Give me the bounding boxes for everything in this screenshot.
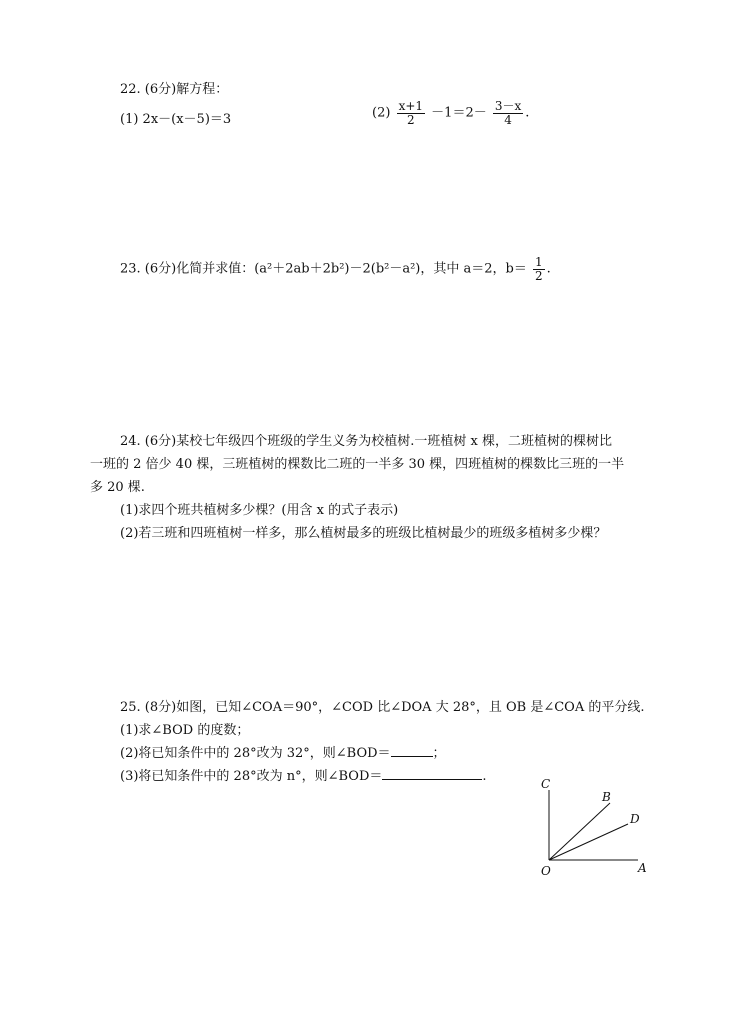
q22-fraction-1-numerator: x+1 (398, 99, 424, 113)
q25-subquestion-2-text: (2)将已知条件中的 28°改为 32°，则∠BOD＝ (120, 746, 391, 761)
angle-figure (530, 772, 660, 882)
q22-fraction-2 (493, 100, 523, 126)
q23-fraction (533, 256, 545, 282)
q22-header: 22. (6分)解方程： (120, 82, 229, 97)
q22-fraction-1-denominator: 2 (406, 112, 415, 127)
q22-part2-middle: －1＝2－ (431, 105, 487, 121)
q24-line2: 一班的 2 倍少 40 棵，三班植树的棵数比二班的一半多 30 棵，四班植树的棵数比三班的一半 (90, 457, 625, 472)
q22-part2-prefix: (2) (372, 105, 391, 121)
ray-OD (549, 824, 628, 860)
q23 (120, 256, 551, 282)
q25-answer-blank-2[interactable] (391, 744, 433, 757)
q25-subquestion-1: (1)求∠BOD 的度数； (120, 723, 250, 738)
q24-subquestion-1: (1)求四个班共植树多少棵？(用含 x 的式子表示) (120, 503, 399, 518)
q25-subquestion-2 (120, 742, 446, 761)
q22-part2 (372, 100, 529, 126)
q22-fraction-2-numerator: 3－x (494, 99, 522, 113)
q23-fraction-denominator: 2 (535, 268, 543, 283)
q24-line1: 24. (6分)某校七年级四个班级的学生义务为校植树.一班植树 x 棵，二班植树的棵树比 (120, 434, 612, 449)
q25-answer-blank-3[interactable] (382, 767, 482, 780)
q25-subquestion-3-end: . (482, 769, 487, 784)
q25-subquestion-2-end: ； (432, 746, 446, 761)
q24-subquestion-2: (2)若三班和四班植树一样多，那么植树最多的班级比植树最少的班级多植树多少棵？ (120, 526, 607, 541)
label-B: B (602, 790, 611, 804)
label-O: O (541, 864, 551, 878)
q23-end: . (546, 261, 551, 277)
q24-line3: 多 20 棵. (90, 480, 145, 495)
q25-line1: 25. (8分)如图，已知∠COA＝90°，∠COD 比∠DOA 大 28°，且 OB 是∠COA 的平分线. (120, 700, 645, 715)
q25-subquestion-3 (120, 765, 487, 784)
q22-part1: (1) 2x－(x－5)＝3 (120, 112, 232, 127)
label-A: A (638, 861, 647, 875)
q22-part2-end: . (525, 105, 530, 121)
label-C: C (541, 777, 551, 791)
q22-fraction-2-denominator: 4 (504, 112, 512, 127)
ray-OB (549, 803, 610, 860)
q22-fraction-1 (397, 100, 425, 126)
q25-subquestion-3-text: (3)将已知条件中的 28°改为 n°，则∠BOD＝ (120, 769, 383, 784)
q23-fraction-numerator: 1 (535, 255, 543, 269)
label-D: D (630, 812, 640, 826)
q23-text: 23. (6分)化简并求值：(a²＋2ab＋2b²)－2(b²－a²)，其中 a＝2，b＝ (120, 261, 527, 277)
